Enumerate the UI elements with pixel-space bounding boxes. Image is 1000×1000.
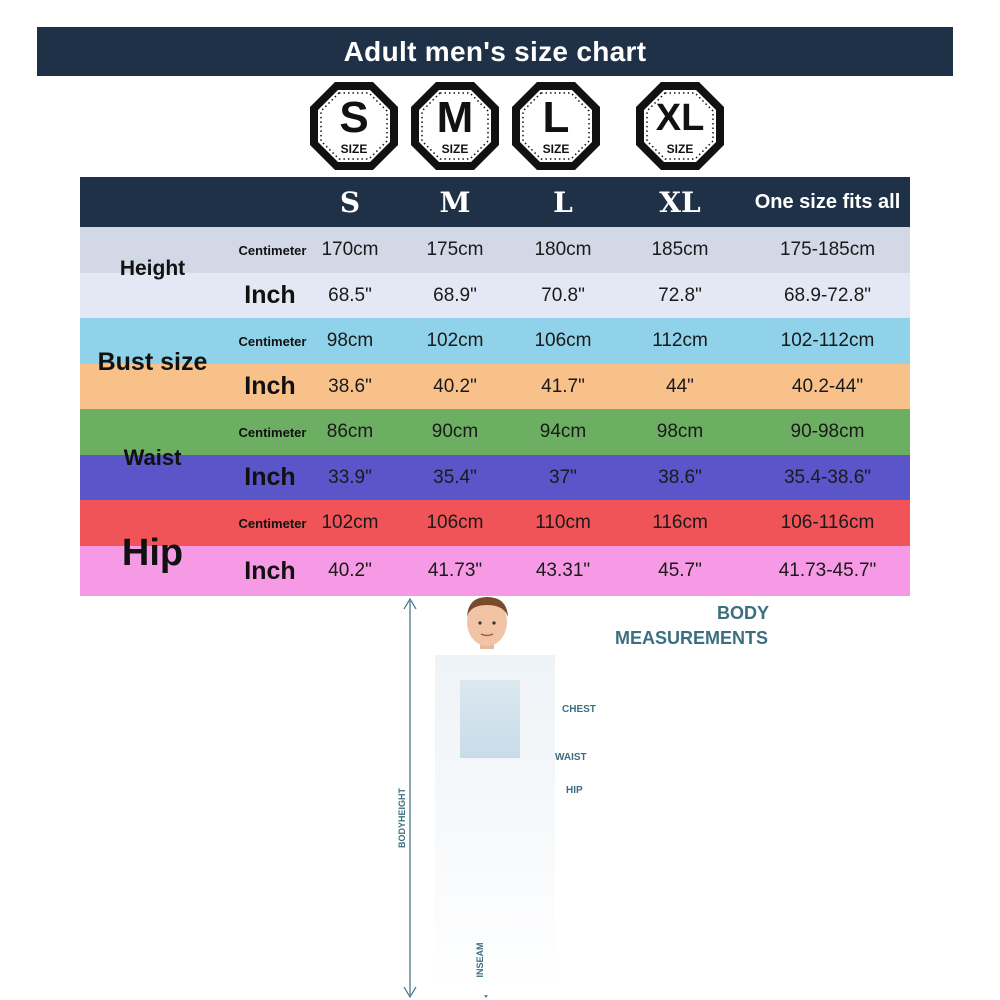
table-cell: 110cm — [535, 512, 591, 533]
size-table — [80, 177, 910, 596]
header-l: L — [553, 185, 573, 219]
table-cell: 102cm — [426, 330, 484, 351]
table-cell: 41.7" — [541, 375, 585, 397]
table-cell: 41.73" — [427, 560, 483, 581]
badge-letter: L — [542, 93, 570, 142]
size-badge-xl — [634, 80, 726, 172]
label-waist: WAIST — [555, 752, 587, 763]
unit-label: Centimeter — [238, 424, 307, 440]
badge-sub: SIZE — [441, 142, 469, 156]
table-cell: 40.2" — [328, 560, 372, 581]
label-hip: HIP — [566, 785, 583, 796]
table-cell: 33.9" — [328, 466, 372, 488]
table-cell: 68.9" — [433, 284, 477, 306]
table-cell: 44" — [666, 375, 694, 397]
table-cell: 35.4" — [433, 466, 477, 488]
table-cell: 106cm — [426, 512, 484, 533]
table-cell: 68.9-72.8" — [783, 284, 872, 306]
table-cell: 185cm — [651, 239, 709, 260]
table-cell: 102-112cm — [780, 330, 875, 351]
group-label-hip: Hip — [121, 532, 184, 574]
table-cell: 94cm — [539, 421, 587, 442]
table-cell: 35.4-38.6" — [783, 466, 872, 488]
unit-label: Inch — [244, 556, 296, 585]
table-cell: 70.8" — [541, 284, 585, 306]
label-chest: CHEST — [562, 704, 596, 715]
table-cell: 170cm — [321, 239, 379, 260]
body-measurements-figure — [380, 595, 800, 1000]
label-inseam: INSEAM — [475, 942, 485, 978]
table-cell: 175-185cm — [779, 239, 876, 260]
badge-letter: XL — [655, 97, 705, 139]
table-cell: 175cm — [426, 239, 484, 260]
group-label-waist: Waist — [123, 445, 182, 470]
size-badge-m — [409, 80, 501, 172]
figure-heading-body: BODY — [717, 603, 770, 623]
table-cell: 72.8" — [658, 284, 702, 306]
group-label-bust: Bust size — [97, 348, 208, 376]
table-cell: 86cm — [326, 421, 374, 442]
table-cell: 106cm — [534, 330, 592, 351]
table-cell: 98cm — [326, 330, 374, 351]
header-s: S — [339, 185, 361, 219]
header-m: M — [439, 185, 471, 219]
header-xl: XL — [659, 185, 701, 219]
label-bodyheight: BODYHEIGHT — [397, 788, 407, 849]
table-cell: 45.7" — [658, 560, 702, 581]
table-cell: 40.2" — [433, 375, 477, 397]
table-cell: 38.6" — [328, 375, 372, 397]
unit-label: Centimeter — [238, 333, 307, 349]
table-cell: 68.5" — [328, 284, 372, 306]
table-header — [80, 177, 910, 227]
badge-sub: SIZE — [666, 142, 694, 156]
size-badge-l — [510, 80, 602, 172]
badge-sub: SIZE — [340, 142, 368, 156]
unit-label: Inch — [244, 281, 296, 309]
table-cell: 38.6" — [658, 466, 702, 488]
chart-title: Adult men's size chart — [37, 27, 953, 76]
table-cell: 43.31" — [535, 560, 591, 581]
table-cell: 106-116cm — [780, 512, 875, 533]
header-one-size: One size fits all — [754, 190, 901, 213]
group-label-height: Height — [119, 257, 186, 280]
unit-label: Inch — [244, 463, 296, 491]
badge-sub: SIZE — [542, 142, 570, 156]
unit-label: Centimeter — [238, 515, 307, 531]
badge-letter: M — [436, 93, 474, 142]
table-cell: 40.2-44" — [791, 375, 864, 397]
table-cell: 180cm — [534, 239, 592, 260]
table-cell: 116cm — [652, 512, 708, 533]
table-cell: 90cm — [431, 421, 479, 442]
table-cell: 37" — [549, 466, 577, 488]
table-cell: 112cm — [652, 330, 708, 351]
unit-label: Inch — [244, 372, 296, 400]
badge-letter: S — [339, 93, 369, 142]
figure-heading-measurements: MEASUREMENTS — [615, 628, 769, 648]
table-cell: 41.73-45.7" — [778, 560, 877, 581]
table-cell: 98cm — [656, 421, 704, 442]
unit-label: Centimeter — [238, 242, 307, 258]
body-figure-illustration — [380, 595, 800, 1000]
table-cell: 102cm — [321, 512, 379, 533]
size-badge-s — [308, 80, 400, 172]
table-cell: 90-98cm — [790, 421, 865, 442]
